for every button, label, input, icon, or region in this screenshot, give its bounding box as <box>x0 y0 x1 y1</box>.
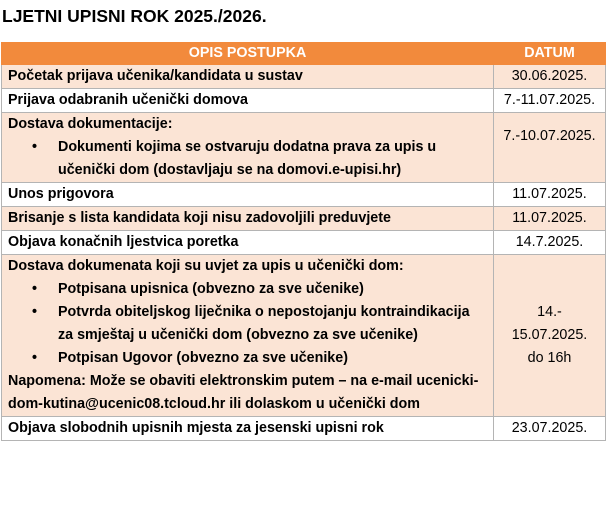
table-row <box>2 113 606 183</box>
row-description <box>2 113 494 183</box>
row-description: Brisanje s lista kandidata koji nisu zadovoljili preduvjete <box>2 207 494 231</box>
row-description: Početak prijava učenika/kandidata u sustav <box>2 65 494 89</box>
column-header-date: DATUM <box>494 43 606 65</box>
row-date: 11.07.2025. <box>494 183 606 207</box>
bullet-item <box>32 278 487 301</box>
bullet-list <box>8 278 487 370</box>
bullet-item <box>32 301 487 347</box>
bullet-list <box>8 136 487 182</box>
row-date: 23.07.2025. <box>494 417 606 441</box>
column-header-description: OPIS POSTUPKA <box>2 43 494 65</box>
row-date: 7.-11.07.2025. <box>494 89 606 113</box>
table-row <box>2 65 606 89</box>
row-date: 30.06.2025. <box>494 65 606 89</box>
bullet-text: Potvrda obiteljskog liječnika o nepostojanju kontraindikacija za smještaj u učenički dom (obvezno za sve učenike) <box>58 304 470 343</box>
schedule-table <box>1 42 606 441</box>
table-header-row <box>2 43 606 65</box>
row-date: 7.-10.07.2025. <box>494 113 606 183</box>
row-description: Unos prigovora <box>2 183 494 207</box>
row-description: Prijava odabranih učenički domova <box>2 89 494 113</box>
row-date: 11.07.2025. <box>494 207 606 231</box>
table-row <box>2 255 606 417</box>
table-row <box>2 231 606 255</box>
bullet-text: Potpisana upisnica (obvezno za sve učenike) <box>58 281 364 297</box>
bullet-item <box>32 136 487 182</box>
bullet-icon: • <box>32 350 38 366</box>
bullet-icon: • <box>32 304 38 320</box>
row-note: Napomena: Može se obaviti elektronskim putem – na e-mail ucenicki-dom-kutina@ucenic08.tcloud.hr ili dolaskom u učenički dom <box>8 373 479 412</box>
date-line: 15.07.2025. <box>511 327 588 343</box>
row-description <box>2 255 494 417</box>
date-line: 14.- <box>537 304 562 320</box>
table-row <box>2 183 606 207</box>
row-date <box>494 255 606 417</box>
row-description-heading: Dostava dokumenata koji su uvjet za upis u učenički dom: <box>8 258 404 274</box>
table-row <box>2 207 606 231</box>
table-row <box>2 417 606 441</box>
bullet-text: Potpisan Ugovor (obvezno za sve učenike) <box>58 350 348 366</box>
row-date: 14.7.2025. <box>494 231 606 255</box>
bullet-item <box>32 347 487 370</box>
bullet-text: Dokumenti kojima se ostvaruju dodatna prava za upis u učenički dom (dostavljaju se na domovi.e-upisi.hr) <box>58 139 437 178</box>
row-description: Objava konačnih ljestvica poretka <box>2 231 494 255</box>
row-description: Objava slobodnih upisnih mjesta za jesenski upisni rok <box>2 417 494 441</box>
date-line: do 16h <box>527 350 572 366</box>
bullet-icon: • <box>32 139 38 155</box>
bullet-icon: • <box>32 281 38 297</box>
table-row <box>2 89 606 113</box>
row-description-heading: Dostava dokumentacije: <box>8 116 173 132</box>
page-title: LJETNI UPISNI ROK 2025./2026. <box>2 6 267 26</box>
